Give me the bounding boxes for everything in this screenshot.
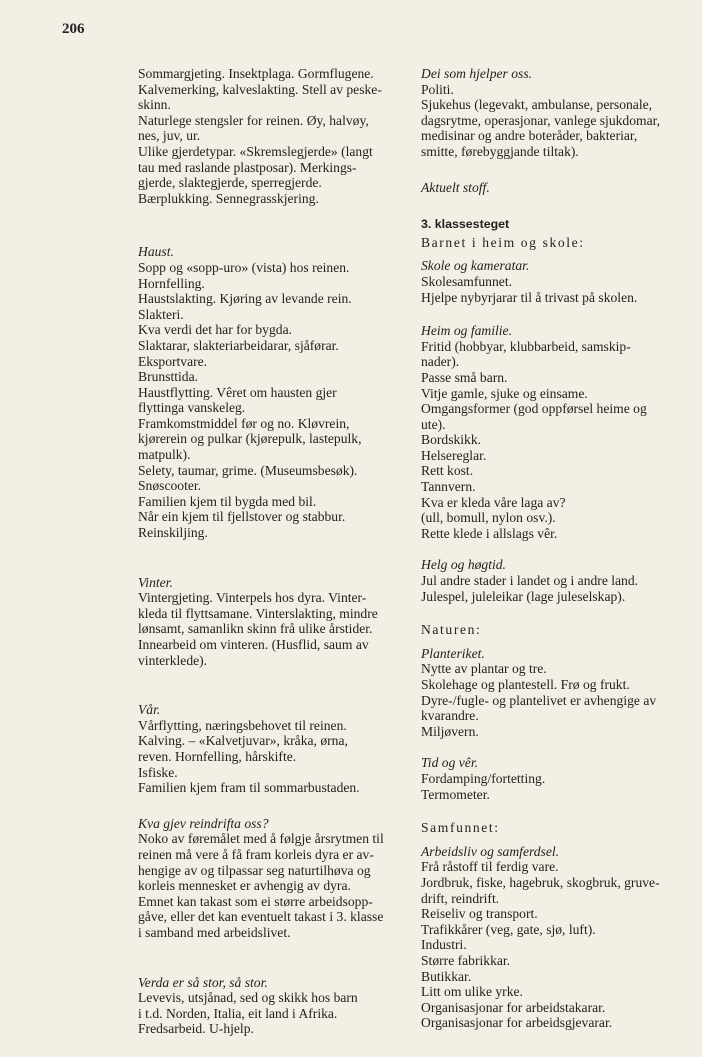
text-line: Vintergjeting. Vinterpels hos dyra. Vinter- [138,590,367,606]
section-heading: Vår. [138,702,161,718]
text-line: Reiseliv og transport. [421,906,538,922]
text-line: tau med raslande plastposar). Merkings- [138,159,357,175]
text-line: reven. Hornfelling, hårskifte. [138,748,297,764]
text-line: Levevis, utsjånad, sed og skikk hos barn [138,990,358,1006]
section-heading: Dei som hjelper oss. [421,66,533,81]
text-line: Politi. [421,81,454,97]
section-body [421,859,683,1031]
text-line: Vårflytting, næringsbehovet til reinen. [138,717,347,733]
section-heading: Tid og vêr. [421,755,479,771]
text-line: Familien kjem fram til sommarbustaden. [138,780,360,796]
section-heading: Vinter. [138,574,173,590]
world-section [138,975,396,1037]
home-section [421,323,683,541]
section-body [421,771,683,802]
helpers-section [421,66,683,160]
text-line: nader). [421,354,460,370]
text-line: Helsereglar. [421,447,487,463]
section-heading: Planteriket. [421,645,485,661]
text-line: Omgangsformer (god oppførsel heime og [421,401,647,417]
text-line: Reinskiljing. [138,525,208,541]
text-line: Miljøvern. [421,723,479,739]
text-line: Haustflytting. Vêret om hausten gjer [138,384,337,400]
text-line: Haustslakting. Kjøring av levande rein. [138,291,352,307]
text-line: i t.d. Norden, Italia, eit land i Afrika. [138,1005,338,1021]
text-line: reinen må vere å få fram korleis dyra er av- [138,846,374,862]
text-line: Jordbruk, fiske, hagebruk, skogbruk, gruve- [421,874,660,890]
section-heading: Haust. [138,244,174,260]
section-heading: Kva gjev reindrifta oss? [138,815,269,831]
text-line: Innearbeid om vinteren. (Husflid, saum av [138,637,369,652]
text-line: Butikkar. [421,968,472,984]
text-line: Hjelpe nybyrjarar til å trivast på skolen. [421,289,638,305]
text-line: Fordamping/fortetting. [421,770,546,786]
page-number: 206 [62,21,85,37]
text-line: nes, juv, ur. [138,128,201,144]
section-body [421,573,683,604]
text-line: Selety, taumar, grime. (Museumsbesøk). [138,462,358,478]
text-line: gåve, eller det kan eventuelt takast i 3. klasse [138,909,384,925]
text-line: Naturlege stengsler for reinen. Øy, halvøy, [138,112,369,128]
section-body [421,661,683,739]
text-line: kleda til flyttsamane. Vinterslakting, mindre [138,605,378,621]
text-line: Når ein kjem til fjellstover og stabbur. [138,509,346,525]
text-line: Framkomstmiddel før og no. Kløvrein, [138,415,350,431]
text-line: Eksportvare. [138,353,208,369]
text-line: Termometer. [421,786,490,802]
weather-section [421,755,683,802]
section-heading: Heim og familie. [421,323,512,339]
section-heading: Skole og kameratar. [421,258,530,274]
section-body [138,260,396,541]
text-line: Tannvern. [421,479,476,495]
text-line: Sopp og «sopp-uro» (vista) hos reinen. [138,259,350,275]
grade-heading: 3. klassesteget [421,217,510,232]
text-line: matpulk). [138,447,191,463]
text-line: kjørerein og pulkar (kjørepulk, lastepulk, [138,431,362,447]
text-line: Passe små barn. [421,369,508,385]
holidays-section [421,557,683,604]
text-line: i samband med arbeidslivet. [138,924,291,940]
text-line: Frå råstoff til ferdig vare. [421,859,559,875]
plants-section [421,646,683,740]
text-line: Jul andre stader i landet og i andre land. [421,573,639,589]
text-line: Bærplukking. Sennegrasskjering. [138,190,319,206]
text-line: Isfiske. [138,764,178,780]
left-column [138,66,396,1057]
text-line: Organisasjonar for arbeidstakarar. [421,999,606,1015]
text-line: Noko av føremålet med å følgje årsrytmen til [138,831,384,847]
text-line: drift, reindrift. [421,890,500,906]
topic-heading-home-school: Barnet i heim og skole: [421,234,585,250]
text-line: Trafikkårer (veg, gate, sjø, luft). [421,921,596,937]
work-section [421,844,683,1031]
text-line: Dyre-/fugle- og plantelivet er avhengige av [421,692,657,708]
text-line: Brunsttida. [138,369,199,385]
school-section [421,258,683,305]
section-body [421,339,683,542]
summer-section [138,66,396,206]
section-body [138,718,396,796]
section-heading: Verda er så stor, så stor. [138,974,268,990]
text-line: Slaktarar, slakteriarbeidarar, sjåførar. [138,337,339,353]
text-line: Rett kost. [421,463,474,479]
text-line: Kva er kleda våre laga av? [421,494,566,510]
text-line: Skolesamfunnet. [421,273,512,289]
right-column [421,66,683,1031]
text-line: Større fabrikkar. [421,952,511,968]
text-line: Ulike gjerdetypar. «Skremslegjerde» (langt [138,143,373,159]
current-topics-label: Aktuelt stoff. [421,179,490,195]
text-line: ute). [421,416,446,432]
section-heading: Helg og høgtid. [421,557,506,573]
topic-heading-society: Samfunnet: [421,820,500,836]
text-line: Snøscooter. [138,478,202,494]
text-line: Sommargjeting. Insektplaga. Gormflugene. [138,66,374,81]
section-body [138,831,396,940]
autumn-section [138,244,396,540]
text-line: vinterklede). [138,652,208,668]
text-line: Nytte av plantar og tre. [421,661,547,677]
text-line: Fredsarbeid. U-hjelp. [138,1021,254,1037]
text-line: hengige av og tilpassar seg naturtilhøva og [138,862,371,878]
section-body [421,274,683,305]
text-line: kvarandre. [421,708,479,724]
text-line: Emnet kan takast som ei større arbeidsopp- [138,893,373,909]
text-line: Skolehage og plantestell. Frø og frukt. [421,677,630,692]
text-line: Hornfelling. [138,275,205,291]
text-line: gjerde, slaktegjerde, sperregjerde. [138,175,322,191]
section-body [138,990,396,1037]
topic-heading-nature: Naturen: [421,622,482,638]
text-line: Bordskikk. [421,432,482,448]
text-line: Kalving. – «Kalvetjuvar», kråka, ørna, [138,733,348,749]
reindrift-section [138,816,396,941]
text-line: Sjukehus (legevakt, ambulanse, personale, [421,97,653,113]
text-line: Rette klede i allslags vêr. [421,525,558,541]
text-line: lønsamt, samanlikn skinn frå ulike årstider. [138,621,373,637]
text-line: korleis mennesket er avhengig av dyra. [138,878,351,894]
text-line: Litt om ulike yrke. [421,984,523,1000]
section-body [138,590,396,668]
text-line: Fritid (hobbyar, klubbarbeid, samskip- [421,338,631,354]
section-body [421,82,683,160]
text-line: (ull, bomull, nylon osv.). [421,510,556,526]
text-line: Organisasjonar for arbeidsgjevarar. [421,1015,613,1031]
text-line: Industri. [421,937,467,953]
spring-section [138,702,396,796]
section-heading: Arbeidsliv og samferdsel. [421,843,560,859]
text-line: flyttinga vanskeleg. [138,400,246,416]
text-line: smitte, førebyggjande tiltak). [421,143,579,159]
text-line: skinn. [138,97,171,113]
text-line: Kalvemerking, kalveslakting. Stell av peske- [138,81,382,97]
text-line: Julespel, juleleikar (lage juleselskap). [421,588,626,604]
winter-section [138,575,396,669]
text-line: medisinar og andre boteråder, bakteriar, [421,128,638,144]
text-line: Slakteri. [138,306,184,322]
text-line: Vitje gamle, sjuke og einsame. [421,385,588,401]
text-line: Kva verdi det har for bygda. [138,322,293,338]
text-line: dagsrytme, operasjonar, vanlege sjukdomar, [421,112,660,128]
text-line: Familien kjem til bygda med bil. [138,493,317,509]
